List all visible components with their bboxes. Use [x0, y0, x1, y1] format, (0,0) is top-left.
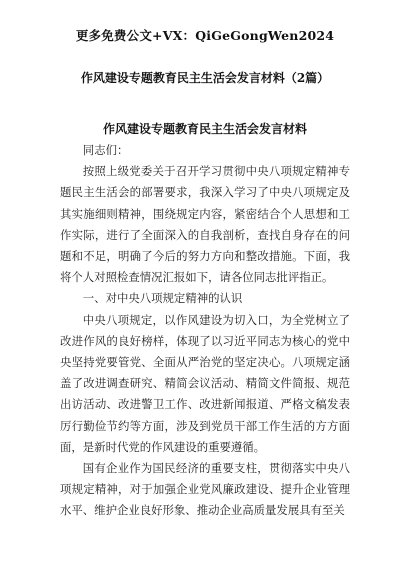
- document-body: [60, 140, 350, 522]
- paragraph-soe: 国有企业作为国民经济的重要支柱，贯彻落实中央八项规定精神，对于加强企业党风廉政建设、提升企业管理水平、维护企业良好形象、推动企业高质量发展具有至关: [60, 461, 350, 518]
- salutation: 同志们：: [82, 143, 129, 157]
- heading-understanding: 一、对中央八项规定精神的认识: [82, 291, 243, 306]
- paragraph-intro: 按照上级党委关于召开学习贯彻中央八项规定精神专题民主生活会的部署要求，我深入学习了中央八项规定及其实施细则精神，围绕规定内容，紧密结合个人思想和工作实际，进行了全面深入的自我剖析，查找自身存在的问题和不足，明确了今后的努力方向和整改措施。下面，我将个人对照检查情况汇报如下，请各位同志批评指正。: [60, 164, 350, 285]
- section-title: 作风建设专题教育民主生活会发言材料: [102, 122, 307, 136]
- paragraph-eight-rules: 中央八项规定，以作风建设为切入口，为全党树立了改进作风的良好榜样，体现了以习近平同志为核心的党中央坚持党要管党、全面从严治党的坚定决心。八项规定涵盖了改进调查研究、精简会议活动、精简文件简报、规范出访活动、改进警卫工作、改进新闻报道、严格文稿发表厉行勤俭节约等方面，涉及到党员干部工作生活的方方面面，是新时代党的作风建设的重要遵循。: [60, 312, 350, 454]
- promo-banner: 更多免费公文+VX：QiGeGongWen2024: [75, 28, 335, 43]
- document-title: 作风建设专题教育民主生活会发言材料（2篇）: [80, 71, 330, 85]
